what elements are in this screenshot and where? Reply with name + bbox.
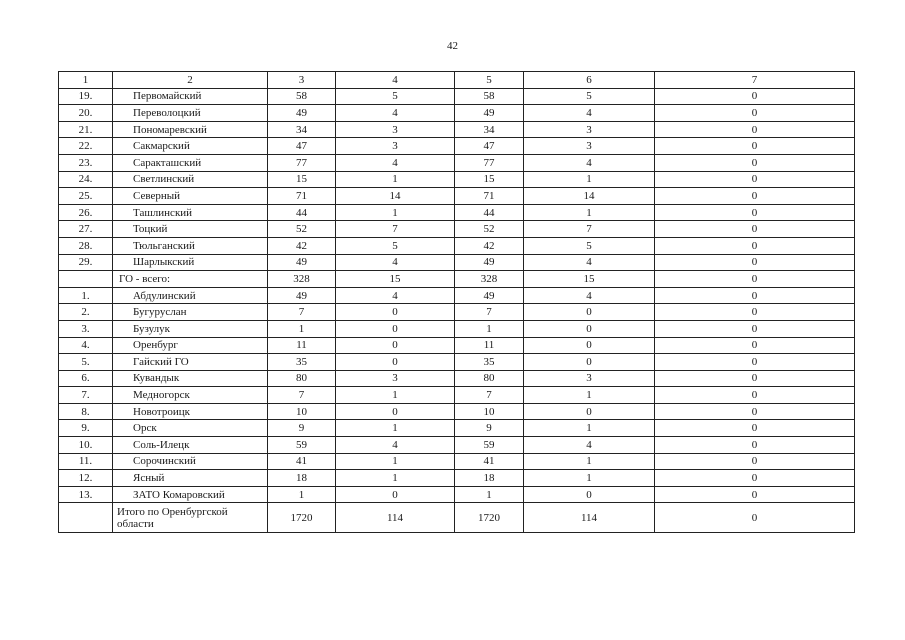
- total-row: [59, 503, 855, 533]
- col3-cell: 49: [268, 105, 336, 122]
- col5-cell: 52: [455, 221, 524, 238]
- col7-cell: 0: [655, 354, 855, 371]
- col4-cell: 114: [336, 503, 455, 533]
- col7-cell: 0: [655, 387, 855, 404]
- column-number-row: [59, 72, 855, 89]
- col4-cell: 5: [336, 237, 455, 254]
- col5-cell: 42: [455, 237, 524, 254]
- col6-cell: 0: [524, 337, 655, 354]
- col4-cell: 4: [336, 287, 455, 304]
- col6-cell: 3: [524, 370, 655, 387]
- col7-cell: 0: [655, 486, 855, 503]
- table-row: [59, 320, 855, 337]
- row-number-cell: [59, 271, 113, 288]
- col4-cell: 0: [336, 354, 455, 371]
- col5-cell: 328: [455, 271, 524, 288]
- col3-cell: 7: [268, 304, 336, 321]
- table-row: [59, 486, 855, 503]
- col3-cell: 328: [268, 271, 336, 288]
- row-number-cell: 1.: [59, 287, 113, 304]
- col7-cell: 0: [655, 221, 855, 238]
- col7-cell: 0: [655, 121, 855, 138]
- name-cell: ЗАТО Комаровский: [113, 486, 268, 503]
- table-row: [59, 403, 855, 420]
- col7-cell: 0: [655, 470, 855, 487]
- col5-cell: 49: [455, 287, 524, 304]
- col4-cell: 0: [336, 304, 455, 321]
- name-cell: Пономаревский: [113, 121, 268, 138]
- col4-cell: 4: [336, 437, 455, 454]
- row-number-cell: 19.: [59, 88, 113, 105]
- header-cell: 1: [59, 72, 113, 89]
- table-row: [59, 237, 855, 254]
- col6-cell: 4: [524, 254, 655, 271]
- name-cell: ГО - всего:: [113, 271, 268, 288]
- col7-cell: 0: [655, 171, 855, 188]
- name-cell: Ясный: [113, 470, 268, 487]
- row-number-cell: 20.: [59, 105, 113, 122]
- row-number-cell: 21.: [59, 121, 113, 138]
- col6-cell: 0: [524, 320, 655, 337]
- col6-cell: 4: [524, 287, 655, 304]
- col5-cell: 44: [455, 204, 524, 221]
- col6-cell: 5: [524, 88, 655, 105]
- col7-cell: 0: [655, 304, 855, 321]
- col6-cell: 14: [524, 188, 655, 205]
- name-cell: Северный: [113, 188, 268, 205]
- col5-cell: 58: [455, 88, 524, 105]
- col6-cell: 0: [524, 403, 655, 420]
- col4-cell: 4: [336, 105, 455, 122]
- table-row: [59, 420, 855, 437]
- row-number-cell: 27.: [59, 221, 113, 238]
- table-row: [59, 188, 855, 205]
- row-number-cell: 8.: [59, 403, 113, 420]
- col4-cell: 0: [336, 486, 455, 503]
- col7-cell: 0: [655, 437, 855, 454]
- col4-cell: 3: [336, 121, 455, 138]
- name-cell: Кувандык: [113, 370, 268, 387]
- col5-cell: 59: [455, 437, 524, 454]
- col6-cell: 1: [524, 387, 655, 404]
- col3-cell: 42: [268, 237, 336, 254]
- col6-cell: 3: [524, 121, 655, 138]
- col4-cell: 0: [336, 337, 455, 354]
- col4-cell: 14: [336, 188, 455, 205]
- row-number-cell: 13.: [59, 486, 113, 503]
- row-number-cell: 6.: [59, 370, 113, 387]
- col5-cell: 1: [455, 486, 524, 503]
- col7-cell: 0: [655, 254, 855, 271]
- row-number-cell: 3.: [59, 320, 113, 337]
- col5-cell: 18: [455, 470, 524, 487]
- table-row: [59, 88, 855, 105]
- col3-cell: 7: [268, 387, 336, 404]
- row-number-cell: 22.: [59, 138, 113, 155]
- row-number-cell: 12.: [59, 470, 113, 487]
- name-cell: Бугуруслан: [113, 304, 268, 321]
- row-number-cell: 11.: [59, 453, 113, 470]
- table-row: [59, 470, 855, 487]
- table-row: [59, 154, 855, 171]
- table-row: [59, 138, 855, 155]
- row-number-cell: 4.: [59, 337, 113, 354]
- col7-cell: 0: [655, 271, 855, 288]
- col4-cell: 0: [336, 403, 455, 420]
- header-cell: 6: [524, 72, 655, 89]
- table-row: [59, 221, 855, 238]
- name-cell: Соль-Илецк: [113, 437, 268, 454]
- table-row: [59, 105, 855, 122]
- col6-cell: 1: [524, 204, 655, 221]
- col4-cell: 3: [336, 138, 455, 155]
- col4-cell: 1: [336, 387, 455, 404]
- col6-cell: 3: [524, 138, 655, 155]
- col3-cell: 71: [268, 188, 336, 205]
- col5-cell: 35: [455, 354, 524, 371]
- col6-cell: 4: [524, 437, 655, 454]
- col5-cell: 77: [455, 154, 524, 171]
- col6-cell: 7: [524, 221, 655, 238]
- name-cell: Сакмарский: [113, 138, 268, 155]
- row-number-cell: [59, 503, 113, 533]
- col7-cell: 0: [655, 204, 855, 221]
- col5-cell: 34: [455, 121, 524, 138]
- name-cell: Оренбург: [113, 337, 268, 354]
- col3-cell: 49: [268, 287, 336, 304]
- row-number-cell: 29.: [59, 254, 113, 271]
- col6-cell: 1: [524, 420, 655, 437]
- col4-cell: 0: [336, 320, 455, 337]
- col6-cell: 5: [524, 237, 655, 254]
- col3-cell: 52: [268, 221, 336, 238]
- table-row: [59, 453, 855, 470]
- data-table: [58, 71, 855, 533]
- col4-cell: 15: [336, 271, 455, 288]
- col7-cell: 0: [655, 337, 855, 354]
- col3-cell: 15: [268, 171, 336, 188]
- col6-cell: 0: [524, 304, 655, 321]
- col7-cell: 0: [655, 453, 855, 470]
- col3-cell: 18: [268, 470, 336, 487]
- col3-cell: 34: [268, 121, 336, 138]
- col6-cell: 1: [524, 171, 655, 188]
- table-row: [59, 271, 855, 288]
- name-cell: Сорочинский: [113, 453, 268, 470]
- col5-cell: 49: [455, 105, 524, 122]
- col7-cell: 0: [655, 105, 855, 122]
- col6-cell: 1: [524, 470, 655, 487]
- name-cell: Абдулинский: [113, 287, 268, 304]
- col4-cell: 4: [336, 254, 455, 271]
- row-number-cell: 23.: [59, 154, 113, 171]
- col7-cell: 0: [655, 320, 855, 337]
- table-row: [59, 354, 855, 371]
- col4-cell: 7: [336, 221, 455, 238]
- col4-cell: 3: [336, 370, 455, 387]
- col3-cell: 77: [268, 154, 336, 171]
- name-cell: Ташлинский: [113, 204, 268, 221]
- header-cell: 2: [113, 72, 268, 89]
- table-row: [59, 287, 855, 304]
- col4-cell: 1: [336, 204, 455, 221]
- header-cell: 7: [655, 72, 855, 89]
- col3-cell: 80: [268, 370, 336, 387]
- col3-cell: 10: [268, 403, 336, 420]
- table-row: [59, 304, 855, 321]
- name-cell: Медногорск: [113, 387, 268, 404]
- col6-cell: 0: [524, 354, 655, 371]
- row-number-cell: 24.: [59, 171, 113, 188]
- name-cell: Тоцкий: [113, 221, 268, 238]
- col7-cell: 0: [655, 287, 855, 304]
- col3-cell: 1720: [268, 503, 336, 533]
- table-row: [59, 204, 855, 221]
- col5-cell: 15: [455, 171, 524, 188]
- col5-cell: 11: [455, 337, 524, 354]
- row-number-cell: 25.: [59, 188, 113, 205]
- col6-cell: 114: [524, 503, 655, 533]
- table-row: [59, 171, 855, 188]
- col4-cell: 4: [336, 154, 455, 171]
- col3-cell: 44: [268, 204, 336, 221]
- col5-cell: 1: [455, 320, 524, 337]
- col7-cell: 0: [655, 138, 855, 155]
- header-cell: 4: [336, 72, 455, 89]
- col5-cell: 49: [455, 254, 524, 271]
- col5-cell: 7: [455, 387, 524, 404]
- header-cell: 5: [455, 72, 524, 89]
- col5-cell: 80: [455, 370, 524, 387]
- name-cell: Бузулук: [113, 320, 268, 337]
- table-row: [59, 437, 855, 454]
- name-cell: Саракташский: [113, 154, 268, 171]
- col3-cell: 58: [268, 88, 336, 105]
- col5-cell: 71: [455, 188, 524, 205]
- name-cell: Светлинский: [113, 171, 268, 188]
- row-number-cell: 7.: [59, 387, 113, 404]
- name-cell: Шарлыкский: [113, 254, 268, 271]
- name-cell: Гайский ГО: [113, 354, 268, 371]
- col3-cell: 59: [268, 437, 336, 454]
- row-number-cell: 28.: [59, 237, 113, 254]
- col7-cell: 0: [655, 88, 855, 105]
- name-cell: Первомайский: [113, 88, 268, 105]
- col6-cell: 4: [524, 105, 655, 122]
- col5-cell: 9: [455, 420, 524, 437]
- row-number-cell: 5.: [59, 354, 113, 371]
- col3-cell: 49: [268, 254, 336, 271]
- col3-cell: 9: [268, 420, 336, 437]
- table-row: [59, 121, 855, 138]
- col7-cell: 0: [655, 188, 855, 205]
- name-cell: Новотроицк: [113, 403, 268, 420]
- col7-cell: 0: [655, 503, 855, 533]
- col3-cell: 1: [268, 486, 336, 503]
- col4-cell: 1: [336, 420, 455, 437]
- table-row: [59, 387, 855, 404]
- row-number-cell: 2.: [59, 304, 113, 321]
- col3-cell: 35: [268, 354, 336, 371]
- table-row: [59, 337, 855, 354]
- name-cell: Тюльганский: [113, 237, 268, 254]
- col4-cell: 1: [336, 453, 455, 470]
- col6-cell: 0: [524, 486, 655, 503]
- header-cell: 3: [268, 72, 336, 89]
- name-cell: Итого по Оренбургской области: [113, 503, 268, 533]
- table-row: [59, 254, 855, 271]
- col6-cell: 1: [524, 453, 655, 470]
- col5-cell: 1720: [455, 503, 524, 533]
- col7-cell: 0: [655, 370, 855, 387]
- col7-cell: 0: [655, 154, 855, 171]
- col7-cell: 0: [655, 403, 855, 420]
- row-number-cell: 10.: [59, 437, 113, 454]
- col3-cell: 1: [268, 320, 336, 337]
- col4-cell: 5: [336, 88, 455, 105]
- table-row: [59, 370, 855, 387]
- table-body: [59, 72, 855, 533]
- col7-cell: 0: [655, 237, 855, 254]
- col7-cell: 0: [655, 420, 855, 437]
- col5-cell: 7: [455, 304, 524, 321]
- name-cell: Переволоцкий: [113, 105, 268, 122]
- col6-cell: 15: [524, 271, 655, 288]
- col5-cell: 10: [455, 403, 524, 420]
- col4-cell: 1: [336, 470, 455, 487]
- col3-cell: 47: [268, 138, 336, 155]
- col5-cell: 47: [455, 138, 524, 155]
- row-number-cell: 9.: [59, 420, 113, 437]
- page-number: 42: [447, 40, 458, 52]
- col5-cell: 41: [455, 453, 524, 470]
- name-cell: Орск: [113, 420, 268, 437]
- row-number-cell: 26.: [59, 204, 113, 221]
- col3-cell: 11: [268, 337, 336, 354]
- col3-cell: 41: [268, 453, 336, 470]
- col4-cell: 1: [336, 171, 455, 188]
- col6-cell: 4: [524, 154, 655, 171]
